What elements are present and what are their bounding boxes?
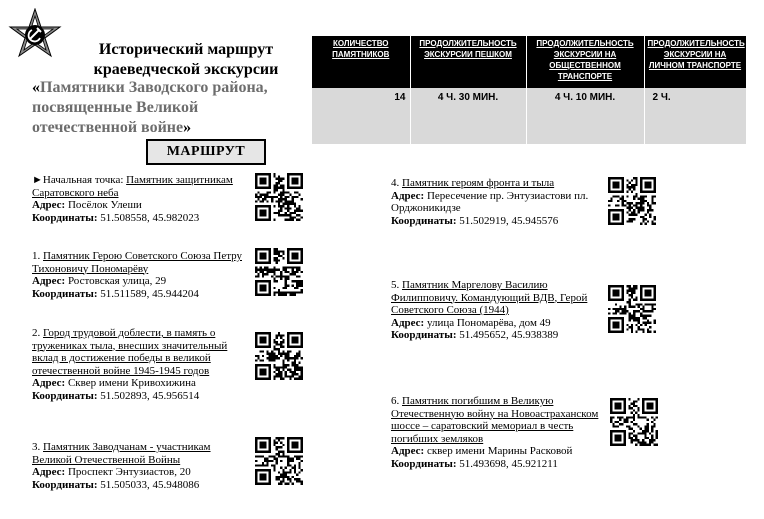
coords-label: Координаты:	[32, 211, 98, 224]
coords-label: Координаты:	[32, 389, 98, 402]
address-label: Адрес:	[32, 466, 66, 478]
stop-coords: 51.495652, 45.938389	[459, 329, 559, 341]
stop-name-link[interactable]: Памятник погибшим в Великую Отечественную войну на Новоастраханском шоссе – саратовский мемориал в честь погибших земляков	[391, 395, 599, 445]
stats-header-monuments: КОЛИЧЕСТВО ПАМЯТНИКОВ	[312, 36, 410, 88]
stop-prefix: 1.	[32, 250, 43, 262]
stop-4	[391, 177, 605, 227]
stop-address: сквер имени Марины Расковой	[426, 445, 573, 457]
qr-code-icon[interactable]	[610, 398, 658, 446]
excursion-stats-table	[312, 36, 747, 144]
address-label: Адрес:	[32, 199, 66, 211]
coords-label: Координаты:	[391, 329, 457, 341]
subtitle-close-quote: »	[183, 119, 192, 136]
stop-coords: 51.502919, 45.945576	[459, 214, 559, 227]
stats-value-private-transport: 2 Ч.	[644, 88, 746, 144]
stop-coords: 51.502893, 45.956514	[100, 389, 200, 402]
stop-coords: 51.493698, 45.921211	[459, 457, 558, 470]
route-heading: МАРШРУТ	[146, 139, 266, 165]
stats-header-public-transport: ПРОДОЛЖИТЕЛЬНОСТЬ ЭКСКУРСИИ НА ОБЩЕСТВЕННОМ ТРАНСПОРТЕ	[526, 36, 644, 88]
stop-address: улица Пономарёва, дом 49	[426, 316, 551, 329]
stop-address: Проспект Энтузиастов, 20	[67, 466, 191, 478]
stats-value-walking: 4 Ч. 30 МИН.	[410, 88, 526, 144]
stop-3	[32, 441, 246, 491]
stop-name-link[interactable]: Памятник Заводчанам - участникам Великой Отечественной Войны	[32, 441, 211, 466]
stop-6	[391, 395, 609, 470]
stop-name-link[interactable]: Памятник героям фронта и тыла	[402, 177, 555, 189]
address-label: Адрес:	[391, 445, 425, 457]
stats-value-monuments: 14	[312, 88, 410, 144]
stop-prefix: 4.	[391, 177, 402, 189]
stop-address: Пересечение пр. Энтузиастови пл. Орджоникидзе	[391, 189, 589, 214]
stop-5	[391, 279, 603, 342]
address-label: Адрес:	[32, 377, 66, 389]
stop-name-link[interactable]: Памятник Маргелову Василию Филипповичу. Командующий ВДВ, Герой Советского Союза (1944)	[391, 279, 588, 316]
qr-code-icon[interactable]	[255, 437, 303, 485]
stop-address: Ростовская улица, 29	[67, 275, 167, 287]
stop-prefix: ►Начальная точка:	[32, 174, 127, 186]
stop-2	[32, 327, 246, 402]
stop-name-link[interactable]: Памятник защитникам Саратовского неба	[32, 174, 233, 199]
qr-code-icon[interactable]	[255, 248, 303, 296]
stop-address: Сквер имени Кривохижина	[67, 377, 196, 389]
address-label: Адрес:	[32, 275, 66, 287]
route-subtitle	[32, 78, 304, 138]
qr-code-icon[interactable]	[608, 285, 656, 333]
route-title	[70, 40, 302, 80]
qr-code-icon[interactable]	[255, 332, 303, 380]
title-line-2: краеведческой экскурсии	[93, 61, 279, 78]
stats-header-walking: ПРОДОЛЖИТЕЛЬНОСТЬ ЭКСКУРСИИ ПЕШКОМ	[410, 36, 526, 88]
qr-code-icon[interactable]	[255, 173, 303, 221]
stop-prefix: 2.	[32, 327, 43, 339]
subtitle-text: Памятники Заводского района, посвященные Великой отечественной войне	[32, 79, 268, 136]
title-line-1: Исторический маршрут	[98, 41, 274, 58]
stop-1	[32, 250, 248, 300]
stop-prefix: 3.	[32, 441, 43, 453]
stop-name-link[interactable]: Город трудовой доблести, в память о тружениках тыла, внесших значительный вклад в достижение победы в великой отечественной войне 1945-1945 годов	[32, 327, 228, 377]
stop-coords: 51.505033, 45.948086	[100, 478, 200, 491]
stop-start	[32, 174, 244, 224]
stats-header-row	[312, 36, 746, 88]
address-label: Адрес:	[391, 316, 425, 329]
stop-prefix: 5.	[391, 279, 402, 291]
stats-value-public-transport: 4 Ч. 10 МИН.	[526, 88, 644, 144]
qr-code-icon[interactable]	[608, 177, 656, 225]
stop-address: Посёлок Улеши	[67, 199, 142, 211]
coords-label: Координаты:	[391, 214, 457, 227]
stats-value-row	[312, 88, 746, 144]
stop-prefix: 6.	[391, 395, 402, 407]
coords-label: Координаты:	[391, 457, 457, 470]
coords-label: Координаты:	[32, 478, 98, 491]
stop-coords: 51.511589, 45.944204	[100, 287, 199, 300]
order-star-emblem	[8, 8, 62, 62]
coords-label: Координаты:	[32, 287, 98, 300]
stats-header-private-transport: ПРОДОЛЖИТЕЛЬНОСТЬ ЭКСКУРСИИ НА ЛИЧНОМ ТРАНСПОРТЕ	[644, 36, 746, 88]
stop-name-link[interactable]: Памятник Герою Советского Союза Петру Тихоновичу Пономарёву	[32, 250, 242, 275]
subtitle-open-quote: «	[32, 79, 40, 96]
stop-coords: 51.508558, 45.982023	[100, 211, 200, 224]
address-label: Адрес:	[391, 189, 425, 202]
